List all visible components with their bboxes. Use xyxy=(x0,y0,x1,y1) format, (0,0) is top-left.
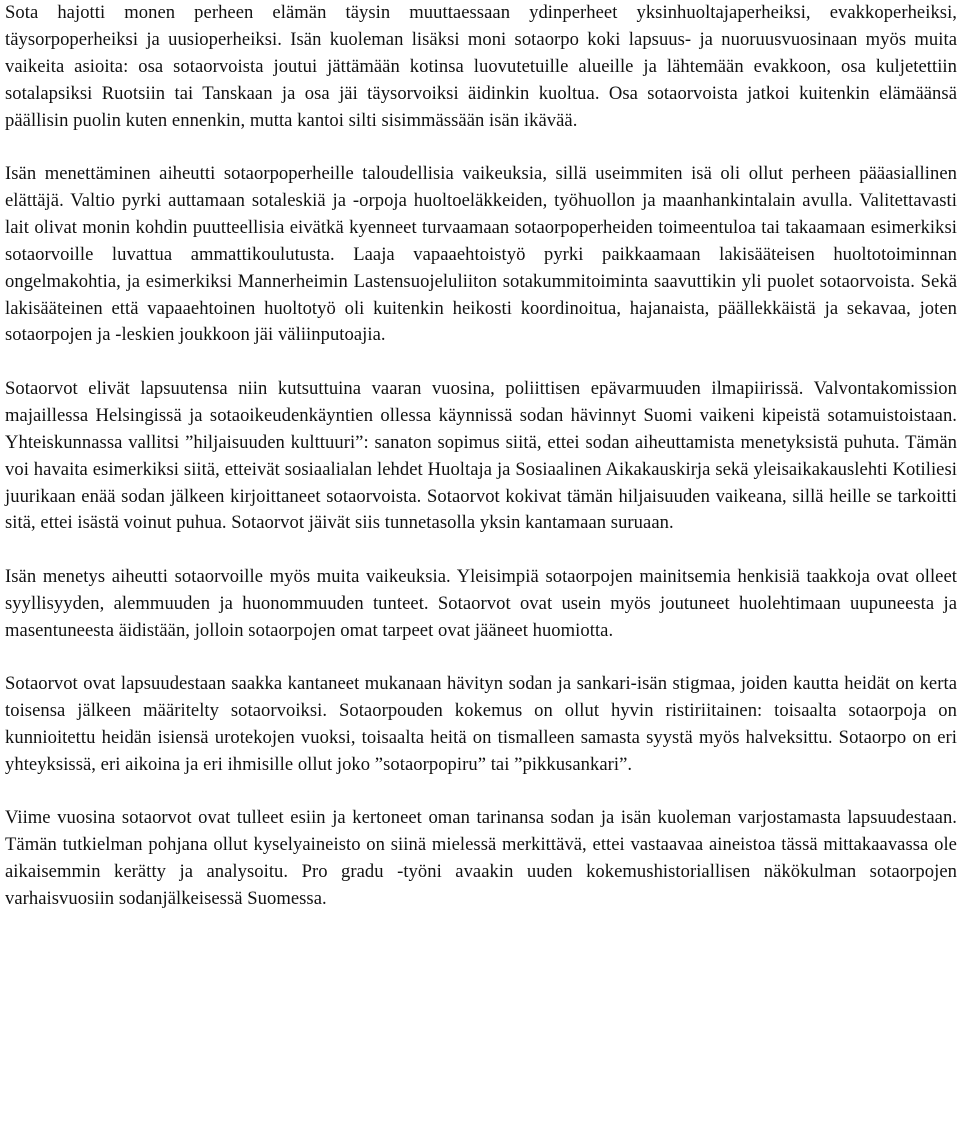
paragraph-culture-of-silence: Sotaorvot elivät lapsuutensa niin kutsuttuina vaaran vuosina, poliittisen epävarmuuden ilmapiirissä. Valvontakomission majaillessa Helsingissä ja sotaoikeudenkäyntien ollessa käynnissä sodan hävinnyt Suomi vaikeni kipeistä sotamuistoistaan. Yhteiskunnassa vallitsi ”hiljaisuuden kulttuuri”: sanaton sopimus siitä, ettei sodan aiheuttamista menetyksistä puhuta. Tämän voi havaita esimerkiksi siitä, etteivät sosiaalialan lehdet Huoltaja ja Sosiaalinen Aikakauskirja sekä yleisaikakauslehti Kotiliesi juurikaan enää sodan jälkeen kirjoittaneet sotaorvoista. Sotaorvot kokivat tämän hiljaisuuden vaikeana, sillä heille se tarkoitti sitä, ettei isästä voinut puhua. Sotaorvot jäivät siis tunnetasolla yksin kantamaan suruaan. xyxy=(5,377,957,534)
paragraph-war-breaking-families: Sota hajotti monen perheen elämän täysin muuttaessaan ydinperheet yksinhuoltajaperheiksi, evakkoperheiksi, täysorpoperheiksi ja uusioperheiksi. Isän kuoleman lisäksi moni sotaorpo koki lapsuus- ja nuoruusvuosinaan myös muita vaikeita asioita: osa sotaorvoista joutui jättämään kotinsa luovutetuille alueille ja lähtemään evakkoon, osa kuljetettiin sotalapsiksi Ruotsiin tai Tanskaan ja osa jäi täysorvoiksi äidinkin kuoltua. Osa sotaorvoista jatkoi kuitenkin elämäänsä päällisin puolin kuten ennenkin, mutta kantoi silti sisimmässään isän ikävää. xyxy=(5,2,957,131)
document-page xyxy=(5,0,957,913)
paragraph-research-significance: Viime vuosina sotaorvot ovat tulleet esiin ja kertoneet oman tarinansa sodan ja isän kuoleman varjostamasta lapsuudestaan. Tämän tutkielman pohjana ollut kyselyaineisto on siinä mielessä merkittävä, ettei vastaavaa aineistoa tässä mittakaavassa ole aikaisemmin kerätty ja analysoitu. Pro gradu -työni avaakin uuden kokemushistoriallisen näkökulman sotaorpojen varhaisvuosiin sodanjälkeisessä Suomessa. xyxy=(5,807,957,909)
paragraph-stigma: Sotaorvot ovat lapsuudestaan saakka kantaneet mukanaan hävityn sodan ja sankari-isän stigmaa, joiden kautta heidät on kerta toisensa jälkeen määritelty sotaorvoiksi. Sotaorpouden kokemus on ollut hyvin ristiriitainen: toisaalta sotaorpoja on kunnioitettu heidän isiensä urotekojen vuoksi, toisaalta heitä on tismalleen samasta syystä myös halveksittu. Sotaorpo on eri yhteyksissä, eri aikoina ja eri ihmisille ollut joko ”sotaorpopiru” tai ”pikkusankari”. xyxy=(5,673,957,775)
paragraph-emotional-burdens: Isän menetys aiheutti sotaorvoille myös muita vaikeuksia. Yleisimpiä sotaorpojen mainitsemia henkisiä taakkoja ovat olleet syyllisyyden, alemmuuden ja huonommuuden tunteet. Sotaorvot ovat usein myös joutuneet huolehtimaan uupuneesta ja masentuneesta äidistään, jolloin sotaorpojen omat tarpeet ovat jääneet huomiotta. xyxy=(5,565,957,641)
paragraph-economic-hardship: Isän menettäminen aiheutti sotaorpoperheille taloudellisia vaikeuksia, sillä useimmiten isä oli ollut perheen pääasiallinen elättäjä. Valtio pyrki auttamaan sotaleskiä ja -orpoja huoltoeläkkeiden, työhuollon ja maanhankintalain avulla. Valitettavasti lait olivat monin kohdin puutteellisia eivätkä kyenneet turvaamaan sotaorpoperheiden toimeentuloa tai takaamaan esimerkiksi sotaorvoille luvattua ammattikoulutusta. Laaja vapaaehtoistyö pyrki paikkaamaan lakisääteisen huoltotoiminnan ongelmakohtia, ja esimerkiksi Mannerheimin Lastensuojeluliiton sotakummitoiminta saavuttikin yli puolet sotaorvoista. Sekä lakisääteinen että vapaaehtoinen huoltotyö oli kuitenkin heikosti koordinoitua, hajanaista, päällekkäistä ja sekavaa, joten sotaorpojen ja -leskien joukkoon jäi väliinputoajia. xyxy=(5,163,957,346)
